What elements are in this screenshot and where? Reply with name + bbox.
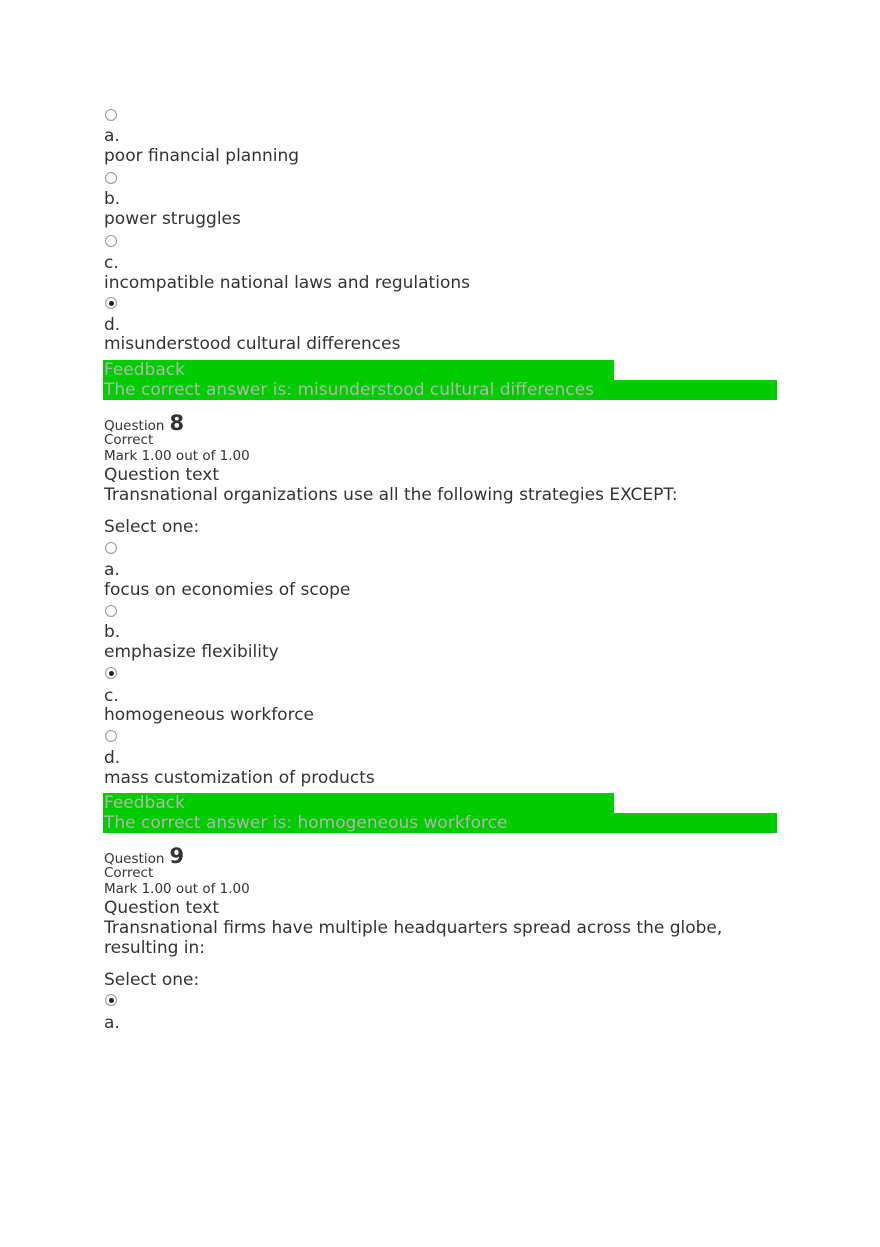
q9-question-label: Question <box>104 851 165 867</box>
q9-question-number: 9 <box>169 844 185 868</box>
q7-option-c-letter: c. <box>104 253 119 273</box>
q8-question-label: Question <box>104 418 165 434</box>
q8-question-number: 8 <box>169 411 185 435</box>
q8-option-b-letter: b. <box>104 622 121 642</box>
q7-option-b-text: power struggles <box>104 209 241 229</box>
q8-option-c-text: homogeneous workforce <box>104 705 315 725</box>
q7-correct-answer: The correct answer is: misunderstood cultural differences <box>103 380 777 400</box>
q9-mark: Mark 1.00 out of 1.00 <box>104 881 250 897</box>
q7-feedback-heading: Feedback <box>103 360 614 380</box>
q8-option-c-letter: c. <box>104 686 119 706</box>
q8-status: Correct <box>104 432 154 448</box>
q8-option-b-text: emphasize flexibility <box>104 642 279 662</box>
q8-option-a-letter: a. <box>104 560 120 580</box>
q8-correct-answer: The correct answer is: homogeneous workforce <box>103 813 777 833</box>
q8-option-a-text: focus on economies of scope <box>104 580 351 600</box>
q7-option-d-radio[interactable] <box>105 297 117 309</box>
q8-option-d-text: mass customization of products <box>104 768 375 788</box>
q8-mark: Mark 1.00 out of 1.00 <box>104 448 250 464</box>
q8-option-a-radio[interactable] <box>105 542 117 554</box>
q9-question-text-label: Question text <box>104 898 219 918</box>
q9-option-a-letter: a. <box>104 1013 120 1033</box>
q7-option-c-radio[interactable] <box>105 235 117 247</box>
q8-option-d-letter: d. <box>104 748 121 768</box>
q8-question: Transnational organizations use all the following strategies EXCEPT: <box>104 485 678 505</box>
q7-option-a-letter: a. <box>104 126 120 146</box>
q7-option-c-text: incompatible national laws and regulations <box>104 273 470 293</box>
q7-option-b-letter: b. <box>104 189 121 209</box>
q7-option-d-text: misunderstood cultural differences <box>104 334 401 354</box>
q9-question-line-2: resulting in: <box>104 938 206 958</box>
q8-select-one: Select one: <box>104 517 200 537</box>
q9-question-line-1: Transnational firms have multiple headquarters spread across the globe, <box>104 918 723 938</box>
q9-status: Correct <box>104 865 154 881</box>
q7-option-a-radio[interactable] <box>105 109 117 121</box>
q8-option-c-radio[interactable] <box>105 667 117 679</box>
q8-option-d-radio[interactable] <box>105 730 117 742</box>
q7-option-a-text: poor financial planning <box>104 146 300 166</box>
q8-question-text-label: Question text <box>104 465 219 485</box>
q7-option-d-letter: d. <box>104 315 121 335</box>
q7-option-b-radio[interactable] <box>105 172 117 184</box>
q9-option-a-radio[interactable] <box>105 994 117 1006</box>
q8-feedback-heading: Feedback <box>103 793 614 813</box>
q9-select-one: Select one: <box>104 970 200 990</box>
q8-option-b-radio[interactable] <box>105 605 117 617</box>
